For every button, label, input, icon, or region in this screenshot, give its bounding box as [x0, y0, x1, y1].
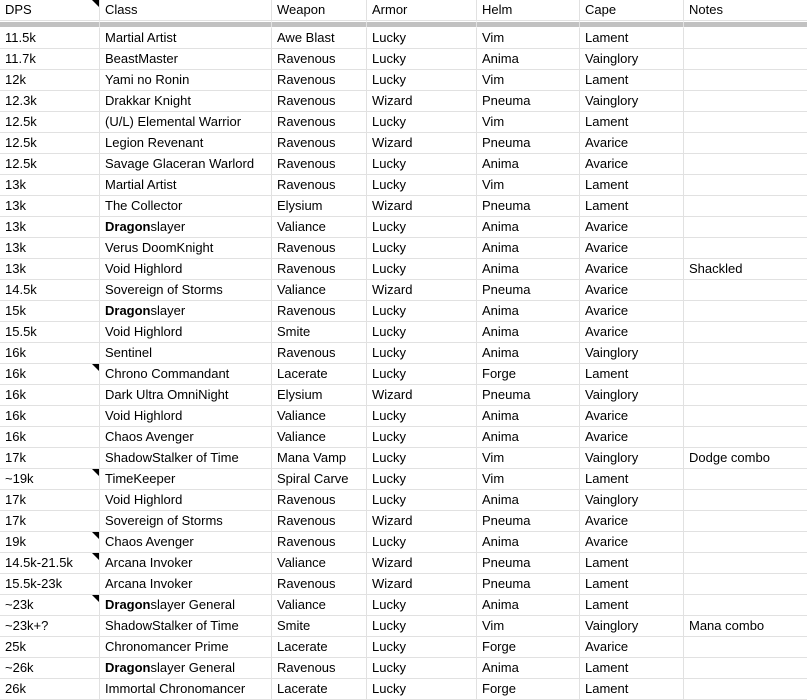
cell-weapon[interactable]: Mana Vamp [272, 448, 367, 469]
cell-class[interactable]: Void Highlord [100, 259, 272, 280]
cell-helm[interactable]: Anima [477, 301, 580, 322]
cell-dps[interactable]: 14.5k-21.5k [0, 553, 100, 574]
cell-cape[interactable]: Avarice [580, 532, 684, 553]
cell-notes[interactable] [684, 112, 807, 133]
cell-class[interactable]: The Collector [100, 196, 272, 217]
cell-weapon[interactable]: Ravenous [272, 154, 367, 175]
cell-armor[interactable]: Lucky [367, 490, 477, 511]
table-row [0, 301, 807, 322]
cell-notes[interactable] [684, 196, 807, 217]
cell-cape[interactable]: Avarice [580, 259, 684, 280]
cell-cape[interactable]: Lament [580, 679, 684, 700]
cell-armor[interactable]: Lucky [367, 469, 477, 490]
cell-dps[interactable]: 13k [0, 238, 100, 259]
cell-class[interactable]: Void Highlord [100, 406, 272, 427]
table-row [0, 112, 807, 133]
cell-weapon[interactable]: Ravenous [272, 133, 367, 154]
cell-armor[interactable]: Wizard [367, 280, 477, 301]
cell-helm[interactable]: Anima [477, 532, 580, 553]
table-row [0, 154, 807, 175]
cell-helm[interactable]: Anima [477, 595, 580, 616]
table-row [0, 280, 807, 301]
table-row [0, 448, 807, 469]
column-header-weapon[interactable] [272, 0, 367, 21]
cell-class[interactable]: Chronomancer Prime [100, 637, 272, 658]
cell-weapon[interactable]: Ravenous [272, 511, 367, 532]
cell-dps[interactable]: 16k [0, 385, 100, 406]
cell-dps[interactable]: 12k [0, 70, 100, 91]
cell-cape[interactable]: Vainglory [580, 343, 684, 364]
table-row [0, 196, 807, 217]
cell-dps[interactable]: 13k [0, 259, 100, 280]
cell-notes[interactable] [684, 553, 807, 574]
cell-notes[interactable] [684, 91, 807, 112]
cell-class[interactable]: Chaos Avenger [100, 427, 272, 448]
cell-cape[interactable]: Lament [580, 658, 684, 679]
cell-cape[interactable]: Avarice [580, 511, 684, 532]
cell-helm[interactable]: Pneuma [477, 133, 580, 154]
cell-armor[interactable]: Wizard [367, 133, 477, 154]
column-header-armor[interactable] [367, 0, 477, 21]
cell-helm[interactable]: Anima [477, 154, 580, 175]
cell-weapon[interactable]: Ravenous [272, 301, 367, 322]
cell-dps[interactable]: 19k [0, 532, 100, 553]
cell-class[interactable]: Immortal Chronomancer [100, 679, 272, 700]
cell-cape[interactable]: Lament [580, 196, 684, 217]
cell-notes[interactable] [684, 679, 807, 700]
cell-armor[interactable]: Lucky [367, 322, 477, 343]
cell-class[interactable]: Arcana Invoker [100, 574, 272, 595]
table-row [0, 679, 807, 700]
cell-armor[interactable]: Lucky [367, 679, 477, 700]
cell-dps[interactable]: 12.5k [0, 112, 100, 133]
column-header-label: Notes [689, 2, 723, 17]
cell-helm[interactable]: Anima [477, 259, 580, 280]
cell-notes[interactable] [684, 406, 807, 427]
cell-weapon[interactable]: Smite [272, 616, 367, 637]
cell-dps[interactable]: 15.5k [0, 322, 100, 343]
cell-armor[interactable]: Wizard [367, 553, 477, 574]
cell-helm[interactable]: Pneuma [477, 574, 580, 595]
note-marker-icon [92, 364, 99, 371]
cell-weapon[interactable]: Valiance [272, 553, 367, 574]
cell-cape[interactable]: Avarice [580, 217, 684, 238]
cell-armor[interactable]: Lucky [367, 217, 477, 238]
note-marker-icon [92, 532, 99, 539]
cell-weapon[interactable]: Lacerate [272, 679, 367, 700]
cell-weapon[interactable]: Valiance [272, 217, 367, 238]
cell-notes[interactable] [684, 217, 807, 238]
frozen-row-divider-segment [272, 21, 367, 28]
cell-armor[interactable]: Lucky [367, 28, 477, 49]
cell-class[interactable]: Dragonslayer General [100, 658, 272, 679]
column-header-dps[interactable] [0, 0, 100, 21]
cell-notes[interactable] [684, 280, 807, 301]
cell-armor[interactable]: Wizard [367, 511, 477, 532]
cell-helm[interactable]: Anima [477, 343, 580, 364]
cell-dps[interactable]: 25k [0, 637, 100, 658]
cell-helm[interactable]: Pneuma [477, 385, 580, 406]
cell-cape[interactable]: Lament [580, 112, 684, 133]
cell-armor[interactable]: Lucky [367, 532, 477, 553]
cell-helm[interactable]: Vim [477, 616, 580, 637]
cell-notes[interactable] [684, 49, 807, 70]
cell-helm[interactable]: Anima [477, 658, 580, 679]
cell-armor[interactable]: Wizard [367, 91, 477, 112]
cell-helm[interactable]: Anima [477, 322, 580, 343]
table-row [0, 574, 807, 595]
cell-dps[interactable]: 14.5k [0, 280, 100, 301]
cell-class[interactable]: ShadowStalker of Time [100, 616, 272, 637]
table-row [0, 238, 807, 259]
cell-cape[interactable]: Lament [580, 175, 684, 196]
table-row [0, 490, 807, 511]
cell-armor[interactable]: Wizard [367, 574, 477, 595]
cell-class[interactable]: Void Highlord [100, 322, 272, 343]
cell-weapon[interactable]: Ravenous [272, 49, 367, 70]
cell-notes[interactable] [684, 322, 807, 343]
cell-notes[interactable] [684, 133, 807, 154]
cell-dps[interactable]: 11.7k [0, 49, 100, 70]
cell-armor[interactable]: Lucky [367, 343, 477, 364]
cell-notes[interactable] [684, 154, 807, 175]
table-row [0, 385, 807, 406]
table-row [0, 175, 807, 196]
cell-class[interactable]: TimeKeeper [100, 469, 272, 490]
cell-notes[interactable]: Shackled [684, 259, 807, 280]
cell-armor[interactable]: Lucky [367, 406, 477, 427]
cell-notes[interactable] [684, 427, 807, 448]
cell-dps[interactable]: 17k [0, 511, 100, 532]
table-row [0, 658, 807, 679]
cell-cape[interactable]: Avarice [580, 406, 684, 427]
cell-class[interactable]: Dragonslayer [100, 217, 272, 238]
cell-weapon[interactable]: Elysium [272, 196, 367, 217]
column-header-helm[interactable] [477, 0, 580, 21]
cell-notes[interactable] [684, 301, 807, 322]
cell-weapon[interactable]: Ravenous [272, 112, 367, 133]
column-header-label: DPS [5, 2, 32, 17]
cell-helm[interactable]: Pneuma [477, 196, 580, 217]
cell-cape[interactable]: Vainglory [580, 616, 684, 637]
cell-armor[interactable]: Lucky [367, 616, 477, 637]
cell-cape[interactable]: Avarice [580, 280, 684, 301]
cell-notes[interactable] [684, 658, 807, 679]
column-header-notes[interactable] [684, 0, 807, 21]
cell-armor[interactable]: Lucky [367, 259, 477, 280]
cell-helm[interactable]: Anima [477, 427, 580, 448]
cell-class[interactable]: ShadowStalker of Time [100, 448, 272, 469]
cell-weapon[interactable]: Elysium [272, 385, 367, 406]
cell-notes[interactable] [684, 175, 807, 196]
cell-armor[interactable]: Lucky [367, 175, 477, 196]
cell-dps[interactable]: 16k [0, 364, 100, 385]
cell-dps[interactable]: 16k [0, 427, 100, 448]
cell-helm[interactable]: Pneuma [477, 511, 580, 532]
cell-weapon[interactable]: Ravenous [272, 658, 367, 679]
cell-weapon[interactable]: Spiral Carve [272, 469, 367, 490]
table-row [0, 70, 807, 91]
table-row [0, 28, 807, 49]
cell-helm[interactable]: Anima [477, 406, 580, 427]
note-marker-icon [92, 469, 99, 476]
frozen-row-divider-segment [684, 21, 807, 28]
cell-class[interactable]: Void Highlord [100, 490, 272, 511]
table-row [0, 343, 807, 364]
frozen-row-divider-segment [100, 21, 272, 28]
cell-class[interactable]: Sovereign of Storms [100, 280, 272, 301]
cell-class[interactable]: (U/L) Elemental Warrior [100, 112, 272, 133]
cell-dps[interactable]: 12.5k [0, 154, 100, 175]
cell-notes[interactable] [684, 511, 807, 532]
cell-armor[interactable]: Lucky [367, 658, 477, 679]
cell-dps[interactable]: 16k [0, 406, 100, 427]
cell-notes[interactable] [684, 343, 807, 364]
cell-cape[interactable]: Lament [580, 553, 684, 574]
cell-cape[interactable]: Avarice [580, 637, 684, 658]
cell-weapon[interactable]: Valiance [272, 280, 367, 301]
cell-class[interactable]: BeastMaster [100, 49, 272, 70]
cell-cape[interactable]: Avarice [580, 154, 684, 175]
cell-dps[interactable]: 17k [0, 448, 100, 469]
cell-weapon[interactable]: Valiance [272, 427, 367, 448]
cell-class[interactable]: Sentinel [100, 343, 272, 364]
cell-notes[interactable] [684, 595, 807, 616]
cell-helm[interactable]: Vim [477, 112, 580, 133]
cell-class[interactable]: Verus DoomKnight [100, 238, 272, 259]
cell-dps[interactable]: ~19k [0, 469, 100, 490]
cell-notes[interactable] [684, 70, 807, 91]
cell-class[interactable]: Savage Glaceran Warlord [100, 154, 272, 175]
frozen-row-divider [0, 21, 807, 28]
cell-cape[interactable]: Vainglory [580, 49, 684, 70]
cell-helm[interactable]: Pneuma [477, 280, 580, 301]
table-row [0, 322, 807, 343]
cell-armor[interactable]: Lucky [367, 448, 477, 469]
table-row [0, 553, 807, 574]
cell-dps[interactable]: 15.5k-23k [0, 574, 100, 595]
note-marker-icon [92, 553, 99, 560]
cell-notes[interactable] [684, 238, 807, 259]
cell-helm[interactable]: Anima [477, 490, 580, 511]
cell-armor[interactable]: Lucky [367, 364, 477, 385]
cell-dps[interactable]: 13k [0, 196, 100, 217]
cell-weapon[interactable]: Ravenous [272, 259, 367, 280]
cell-cape[interactable]: Lament [580, 364, 684, 385]
cell-notes[interactable] [684, 28, 807, 49]
cell-class[interactable]: Sovereign of Storms [100, 511, 272, 532]
cell-helm[interactable]: Vim [477, 70, 580, 91]
cell-armor[interactable]: Lucky [367, 112, 477, 133]
cell-dps[interactable]: 13k [0, 217, 100, 238]
cell-weapon[interactable]: Ravenous [272, 175, 367, 196]
cell-dps[interactable]: ~23k [0, 595, 100, 616]
cell-armor[interactable]: Wizard [367, 385, 477, 406]
note-marker-icon [92, 0, 99, 7]
column-header-label: Weapon [277, 2, 326, 17]
column-header-label: Helm [482, 2, 513, 17]
cell-notes[interactable] [684, 574, 807, 595]
header-row [0, 0, 807, 21]
table-row [0, 532, 807, 553]
cell-helm[interactable]: Anima [477, 238, 580, 259]
cell-dps[interactable]: 12.3k [0, 91, 100, 112]
cell-cape[interactable]: Lament [580, 28, 684, 49]
cell-dps[interactable]: 13k [0, 175, 100, 196]
cell-weapon[interactable]: Ravenous [272, 490, 367, 511]
cell-weapon[interactable]: Awe Blast [272, 28, 367, 49]
column-header-class[interactable] [100, 0, 272, 21]
table-row [0, 469, 807, 490]
column-header-label: Armor [372, 2, 408, 17]
cell-notes[interactable] [684, 469, 807, 490]
cell-armor[interactable]: Lucky [367, 595, 477, 616]
cell-weapon[interactable]: Ravenous [272, 70, 367, 91]
frozen-row-divider-segment [0, 21, 100, 28]
cell-cape[interactable]: Vainglory [580, 91, 684, 112]
cell-armor[interactable]: Wizard [367, 196, 477, 217]
cell-notes[interactable] [684, 364, 807, 385]
column-header-label: Class [105, 2, 138, 17]
table-row [0, 49, 807, 70]
table-row [0, 427, 807, 448]
cell-weapon[interactable]: Smite [272, 322, 367, 343]
cell-weapon[interactable]: Valiance [272, 595, 367, 616]
cell-weapon[interactable]: Ravenous [272, 532, 367, 553]
cell-cape[interactable]: Lament [580, 469, 684, 490]
cell-dps[interactable]: 17k [0, 490, 100, 511]
cell-cape[interactable]: Avarice [580, 301, 684, 322]
table-row [0, 406, 807, 427]
table-row [0, 217, 807, 238]
cell-weapon[interactable]: Ravenous [272, 574, 367, 595]
cell-cape[interactable]: Vainglory [580, 385, 684, 406]
cell-weapon[interactable]: Ravenous [272, 343, 367, 364]
cell-weapon[interactable]: Lacerate [272, 364, 367, 385]
frozen-row-divider-segment [477, 21, 580, 28]
cell-class[interactable]: Arcana Invoker [100, 553, 272, 574]
cell-helm[interactable]: Anima [477, 217, 580, 238]
cell-dps[interactable]: 12.5k [0, 133, 100, 154]
table-row [0, 364, 807, 385]
cell-helm[interactable]: Pneuma [477, 91, 580, 112]
cell-notes[interactable] [684, 385, 807, 406]
table-row [0, 511, 807, 532]
cell-weapon[interactable]: Ravenous [272, 91, 367, 112]
cell-helm[interactable]: Forge [477, 679, 580, 700]
cell-armor[interactable]: Lucky [367, 70, 477, 91]
cell-helm[interactable]: Pneuma [477, 553, 580, 574]
cell-helm[interactable]: Vim [477, 175, 580, 196]
cell-notes[interactable]: Dodge combo [684, 448, 807, 469]
cell-weapon[interactable]: Ravenous [272, 238, 367, 259]
table-row [0, 616, 807, 637]
column-header-cape[interactable] [580, 0, 684, 21]
cell-helm[interactable]: Forge [477, 364, 580, 385]
cell-class[interactable]: Martial Artist [100, 28, 272, 49]
cell-cape[interactable]: Lament [580, 70, 684, 91]
cell-armor[interactable]: Lucky [367, 154, 477, 175]
cell-class[interactable]: Martial Artist [100, 175, 272, 196]
cell-dps[interactable]: ~23k+? [0, 616, 100, 637]
cell-notes[interactable] [684, 637, 807, 658]
cell-class[interactable]: Dragonslayer [100, 301, 272, 322]
cell-class[interactable]: Legion Revenant [100, 133, 272, 154]
column-header-label: Cape [585, 2, 617, 17]
table-row [0, 637, 807, 658]
cell-cape[interactable]: Avarice [580, 427, 684, 448]
cell-weapon[interactable]: Valiance [272, 406, 367, 427]
cell-dps[interactable]: 15k [0, 301, 100, 322]
cell-dps[interactable]: 16k [0, 343, 100, 364]
table-body [0, 28, 807, 700]
frozen-row-divider-segment [580, 21, 684, 28]
cell-class[interactable]: Yami no Ronin [100, 70, 272, 91]
cell-helm[interactable]: Vim [477, 28, 580, 49]
note-marker-icon [92, 595, 99, 602]
cell-armor[interactable]: Lucky [367, 637, 477, 658]
cell-helm[interactable]: Anima [477, 49, 580, 70]
cell-helm[interactable]: Vim [477, 448, 580, 469]
cell-cape[interactable]: Lament [580, 574, 684, 595]
cell-class[interactable]: Drakkar Knight [100, 91, 272, 112]
table-row [0, 595, 807, 616]
cell-class[interactable]: Dragonslayer General [100, 595, 272, 616]
cell-armor[interactable]: Lucky [367, 301, 477, 322]
cell-weapon[interactable]: Lacerate [272, 637, 367, 658]
cell-class[interactable]: Dark Ultra OmniNight [100, 385, 272, 406]
cell-cape[interactable]: Avarice [580, 322, 684, 343]
table-row [0, 91, 807, 112]
cell-dps[interactable]: ~26k [0, 658, 100, 679]
cell-armor[interactable]: Lucky [367, 49, 477, 70]
table-row [0, 259, 807, 280]
table-row [0, 133, 807, 154]
cell-cape[interactable]: Avarice [580, 238, 684, 259]
frozen-row-divider-segment [367, 21, 477, 28]
cell-cape[interactable]: Vainglory [580, 448, 684, 469]
cell-cape[interactable]: Lament [580, 595, 684, 616]
cell-armor[interactable]: Lucky [367, 427, 477, 448]
cell-dps[interactable]: 26k [0, 679, 100, 700]
cell-notes[interactable] [684, 532, 807, 553]
cell-helm[interactable]: Vim [477, 469, 580, 490]
cell-class[interactable]: Chaos Avenger [100, 532, 272, 553]
cell-cape[interactable]: Vainglory [580, 490, 684, 511]
cell-class[interactable]: Chrono Commandant [100, 364, 272, 385]
cell-notes[interactable]: Mana combo [684, 616, 807, 637]
cell-cape[interactable]: Avarice [580, 133, 684, 154]
cell-dps[interactable]: 11.5k [0, 28, 100, 49]
cell-helm[interactable]: Forge [477, 637, 580, 658]
cell-armor[interactable]: Lucky [367, 238, 477, 259]
cell-notes[interactable] [684, 490, 807, 511]
